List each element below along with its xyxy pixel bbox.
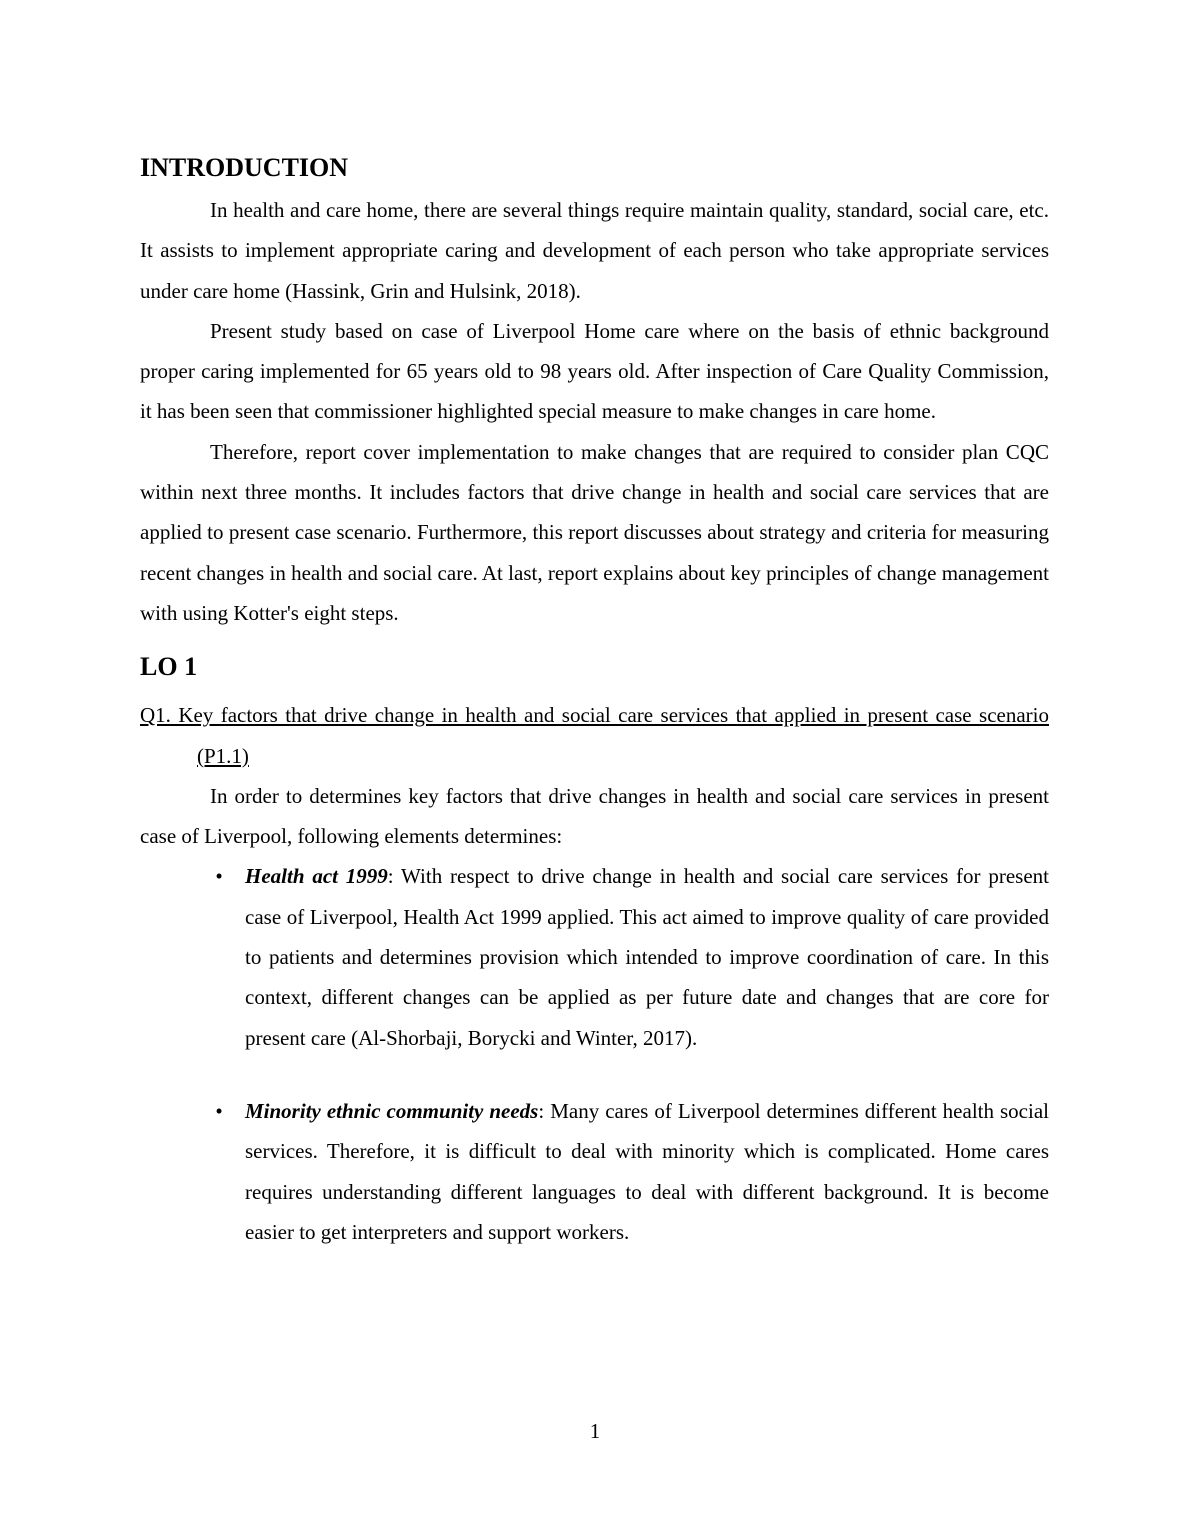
factor-description: : With respect to drive change in health and social care services for present case of Liverpool, Health Act 1999 applied. This act aimed to improve quality of care provided to patients and determines provision which intended to improve coordination of care. In this context, different changes can be applied as per future date and changes that are core for present care (Al-Shorbaji, Borycki and Winter, 2017).: [245, 864, 1049, 1050]
bullet-icon: •: [215, 864, 223, 889]
intro-paragraph-1: In health and care home, there are several things require maintain quality, standard, social care, etc. It assists to implement appropriate caring and development of each person who take appropriate services under care home (Hassink, Grin and Hulsink, 2018).: [140, 198, 1049, 303]
intro-paragraph-3: Therefore, report cover implementation to make changes that are required to consider plan CQC within next three months. It includes factors that drive change in health and social care services that are applied to present case scenario. Furthermore, this report discusses about strategy and criteria for measuring recent changes in health and social care. At last, report explains about key principles of change management with using Kotter's eight steps.: [140, 439, 1049, 625]
factor-term: Health act 1999: [245, 864, 388, 889]
intro-paragraph-2: Present study based on case of Liverpool Home care where on the basis of ethnic background proper caring implemented for 65 years old to 98 years old. After inspection of Care Quality Commission, it has been seen that commissioner highlighted special measure to make changes in care home.: [140, 318, 1049, 424]
introduction-heading: INTRODUCTION: [140, 153, 349, 182]
page-number: 1: [589, 1419, 601, 1443]
factor-term: Minority ethnic community needs: [245, 1098, 539, 1123]
factor-list: [140, 856, 1049, 1252]
lead-paragraph: In order to determines key factors that drive changes in health and social care services in present case of Liverpool, following elements determines:: [140, 783, 1049, 849]
lo1-heading: LO 1: [140, 652, 198, 682]
factor-description: : Many cares of Liverpool determines different health social services. Therefore, it is difficult to deal with minority which is complicated. Home cares requires understanding different languages to deal with different background. It is become easier to get interpreters and support workers.: [245, 1098, 1049, 1244]
question-heading: Q1. Key factors that drive change in health and social care services that applied in present case scenario (P1.1): [140, 703, 1049, 768]
bullet-icon: •: [215, 1098, 223, 1123]
page-content: [140, 146, 1049, 1252]
list-item: [215, 1091, 1049, 1252]
list-item: [215, 856, 1049, 1057]
